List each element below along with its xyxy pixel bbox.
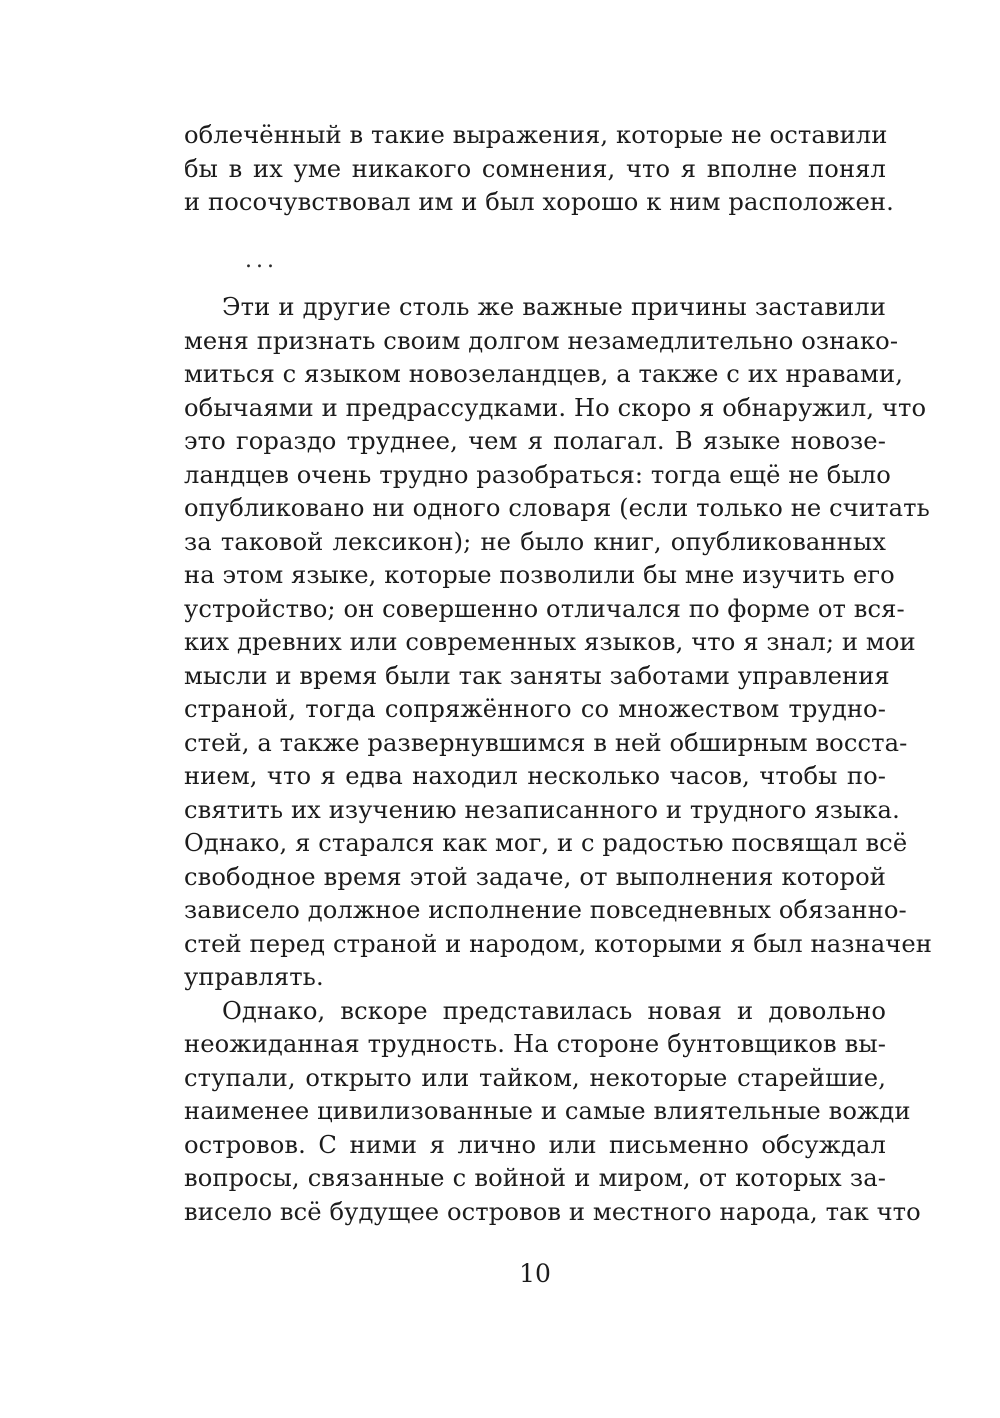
- text-line: неожиданная трудность. На стороне бунтовщиков вы-: [184, 1030, 886, 1058]
- text-line: Эти и другие столь же важные причины заставили: [222, 293, 886, 321]
- text-line: за таковой лексикон); не было книг, опубликованных: [184, 527, 886, 556]
- text-line: это гораздо труднее, чем я полагал. В языке новозе-: [184, 427, 886, 455]
- ellipsis-separator: ...: [245, 248, 278, 273]
- text-line: облечённый в такие выражения, которые не оставили: [184, 121, 888, 149]
- continued-paragraph: [184, 119, 894, 220]
- text-line: ких древних или современных языков, что я знал; и мои: [184, 628, 916, 656]
- text-line: бы в их уме никакого сомнения, что я вполне понял: [184, 154, 886, 183]
- text-line: вопросы, связанные с войной и миром, от которых за-: [184, 1164, 886, 1192]
- text-line: наименее цивилизованные и самые влиятельные вожди: [184, 1097, 911, 1125]
- text-line: нием, что я едва находил несколько часов, чтобы по-: [184, 762, 886, 790]
- text-line: зависело должное исполнение повседневных обязанно-: [184, 896, 907, 924]
- text-line: стей, а также развернувшимся в ней обширным восста-: [184, 728, 908, 757]
- text-line: меня признать своим долгом незамедлительно ознако-: [184, 326, 899, 355]
- page-number: 10: [519, 1259, 551, 1288]
- text-line: свободное время этой задаче, от выполнения которой: [184, 862, 886, 891]
- text-line: мысли и время были так заняты заботами управления: [184, 661, 890, 690]
- text-line: опубликовано ни одного словаря (если только не считать: [184, 494, 930, 522]
- text-line: управлять.: [184, 963, 324, 991]
- body-text: [184, 291, 933, 1229]
- text-line: ступали, открыто или тайком, некоторые старейшие,: [184, 1063, 886, 1092]
- text-line: святить их изучению незаписанного и трудного языка.: [184, 795, 900, 824]
- text-line: Однако, я старался как мог, и с радостью посвящал всё: [184, 829, 908, 857]
- text-line: островов. С ними я лично или письменно обсуждал: [184, 1130, 886, 1159]
- text-line: страной, тогда сопряжённого со множеством трудно-: [184, 695, 886, 723]
- text-line: обычаями и предрассудками. Но скоро я обнаружил, что: [184, 393, 927, 422]
- text-line: ландцев очень трудно разобраться: тогда ещё не было: [184, 460, 891, 489]
- text-line: стей перед страной и народом, которыми я был назначен: [184, 929, 933, 958]
- text-line: висело всё будущее островов и местного народа, так что: [184, 1197, 921, 1226]
- text-line: на этом языке, которые позволили бы мне изучить его: [184, 561, 895, 589]
- text-line: Однако, вскоре представилась новая и довольно: [222, 996, 886, 1025]
- text-line: устройство; он совершенно отличался по форме от вся-: [184, 594, 905, 623]
- text-line: и посочувствовал им и был хорошо к ним расположен.: [184, 188, 894, 216]
- text-line: миться с языком новозеландцев, а также с их нравами,: [184, 360, 903, 388]
